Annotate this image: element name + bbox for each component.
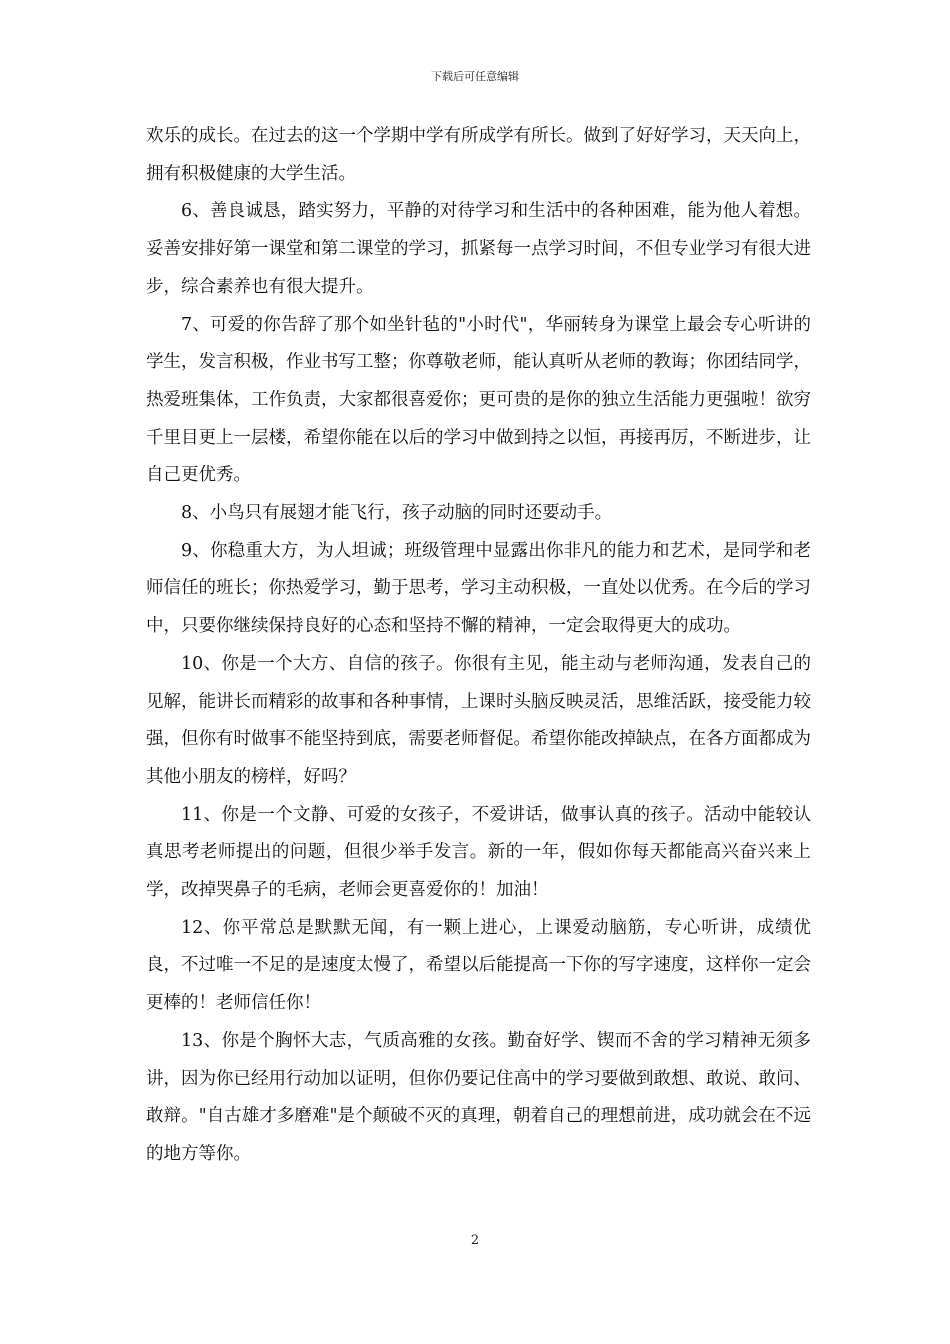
paragraph-item-11: 11、你是一个文静、可爱的女孩子，不爱讲话，做事认真的孩子。活动中能较认真思考老师提出的问题，但很少举手发言。新的一年，假如你每天都能高兴奋兴来上学，改掉哭鼻子的毛病，老师会更喜爱你的！加油！ (146, 804, 811, 901)
paragraph-item-13: 13、你是个胸怀大志，气质高雅的女孩。勤奋好学、锲而不舍的学习精神无须多讲，因为你已经用行动加以证明，但你仍要记住高中的学习要做到敢想、敢说、敢问、敢辩。"自古雄才多磨难"是个颠破不灭的真理，朝着自己的理想前进，成功就会在不远的地方等你。 (146, 1030, 811, 1164)
paragraph-item-8: 8、小鸟只有展翅才能飞行，孩子动脑的同时还要动手。 (181, 503, 613, 524)
paragraph-item-10: 10、你是一个大方、自信的孩子。你很有主见，能主动与老师沟通，发表自己的见解，能讲长而精彩的故事和各种事情，上课时头脑反映灵活，思维活跃，接受能力较强，但你有时做事不能坚持到底，需要老师督促。希望你能改掉缺点，在各方面都成为其他小朋友的榜样，好吗？ (146, 653, 811, 787)
page-header: 下载后可任意编辑 (431, 70, 519, 83)
paragraph-item-12: 12、你平常总是默默无闻，有一颗上进心，上课爱动脑筋，专心听讲，成绩优良，不过唯一不足的是速度太慢了，希望以后能提高一下你的写字速度，这样你一定会更棒的！老师信任你！ (146, 917, 811, 1014)
paragraph-continuation: 欢乐的成长。在过去的这一个学期中学有所成学有所长。做到了好好学习，天天向上，拥有积极健康的大学生活。 (146, 126, 811, 184)
document-body (146, 118, 811, 1174)
paragraph-item-9: 9、你稳重大方，为人坦诚；班级管理中显露出你非凡的能力和艺术，是同学和老师信任的班长；你热爱学习，勤于思考，学习主动积极，一直处以优秀。在今后的学习中，只要你继续保持良好的心态和坚持不懈的精神，一定会取得更大的成功。 (146, 540, 811, 637)
paragraph-item-6: 6、善良诚恳，踏实努力，平静的对待学习和生活中的各种困难，能为他人着想。妥善安排好第一课堂和第二课堂的学习，抓紧每一点学习时间，不但专业学习有很大进步，综合素养也有很大提升。 (146, 201, 811, 297)
page-number: 2 (470, 1233, 480, 1248)
paragraph-item-7: 7、可爱的你告辞了那个如坐针毡的"小时代"，华丽转身为课堂上最会专心听讲的学生，发言积极，作业书写工整；你尊敬老师，能认真听从老师的教诲；你团结同学，热爱班集体，工作负责，大家都很喜爱你；更可贵的是你的独立生活能力更强啦！欲穷千里目更上一层楼，希望你能在以后的学习中做到持之以恒，再接再厉，不断进步，让自己更优秀。 (146, 314, 811, 486)
